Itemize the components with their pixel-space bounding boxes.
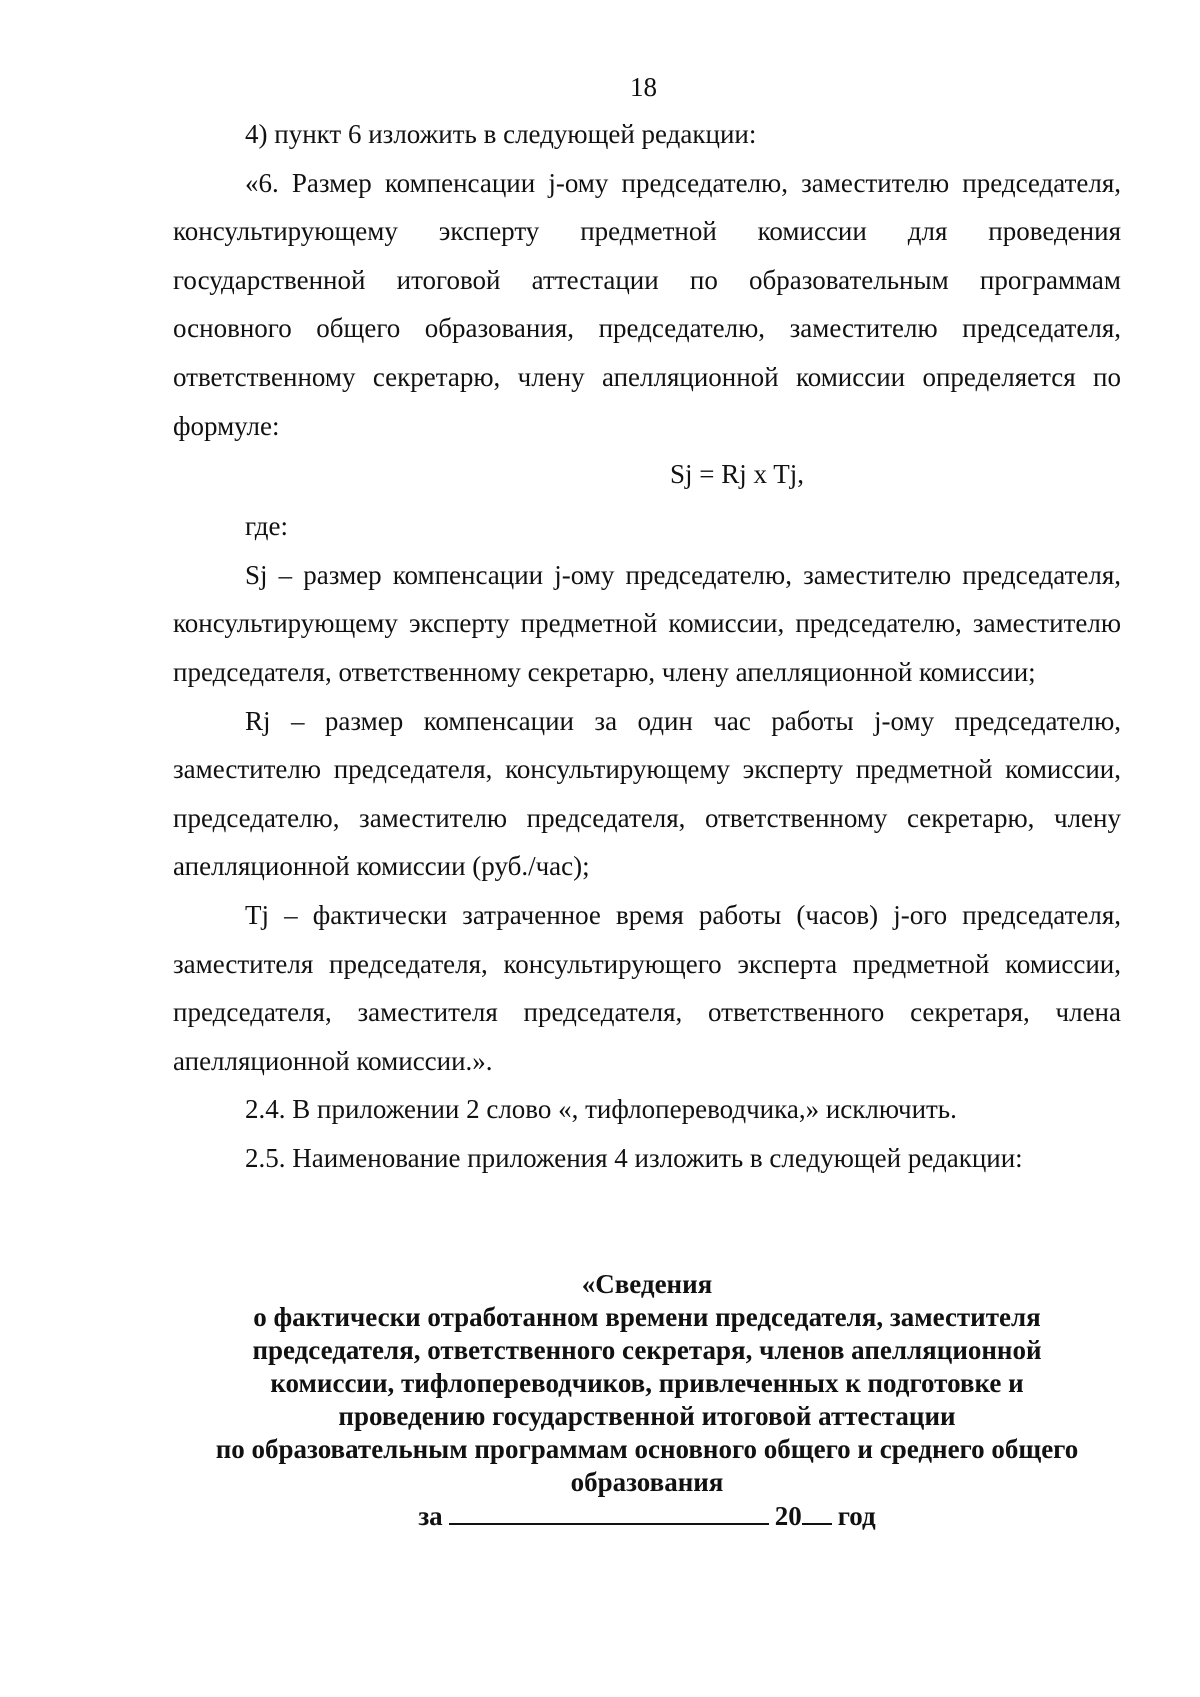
paragraph-point-6: «6. Размер компенсации j-ому председателю, заместителю председателя, консультирующему эксперту предметной комиссии для проведения государственной итоговой аттестации по образовательным программам основного общего образования, председателю, заместителю председателя, ответственному секретарю, члену апелляционной комиссии определяется по формуле: <box>173 167 1121 441</box>
heading-line-2: о фактически отработанном времени председателя, заместителя <box>253 1302 1041 1332</box>
period-year: 20 <box>774 1501 802 1531</box>
paragraph-where: где: <box>245 511 288 542</box>
paragraph-tj-definition: Tj – фактически затраченное время работы (часов) j-ого председателя, заместителя председателя, консультирующего эксперта предметной комиссии, председателя, заместителя председателя, ответственного секретаря, члена апелляционной комиссии.». <box>173 899 1121 1076</box>
appendix-heading <box>173 1268 1121 1533</box>
heading-line-4: комиссии, тифлопереводчиков, привлеченных к подготовке и <box>270 1368 1024 1398</box>
document-body <box>173 110 1121 1182</box>
period-blank <box>449 1499 769 1525</box>
heading-line-5: проведению государственной итоговой аттестации <box>338 1401 956 1431</box>
year-blank <box>802 1499 832 1525</box>
page-number: 18 <box>630 72 657 102</box>
paragraph-item-4: 4) пункт 6 изложить в следующей редакции: <box>245 119 757 149</box>
heading-line-6: по образовательным программам основного общего и среднего общего <box>215 1434 1079 1464</box>
formula: Sj = Rj x Tj, <box>669 459 804 490</box>
heading-line-3: председателя, ответственного секретаря, членов апелляционной <box>252 1335 1042 1365</box>
paragraph-rj-definition: Rj – размер компенсации за один час работы j-ому председателю, заместителю председателя, консультирующему эксперту предметной комиссии, председателю, заместителю председателя, ответственному секретарю, члену апелляционной комиссии (руб./час); <box>173 705 1121 882</box>
heading-line-7: образования <box>570 1467 724 1497</box>
paragraph-2-4: 2.4. В приложении 2 слово «, тифлопереводчика,» исключить. <box>245 1094 957 1125</box>
period-prefix: за <box>418 1501 443 1531</box>
paragraph-2-5: 2.5. Наименование приложения 4 изложить в следующей редакции: <box>245 1142 1023 1173</box>
paragraph-sj-definition: Sj – размер компенсации j-ому председателю, заместителю председателя, консультирующему эксперту предметной комиссии, председателю, заместителю председателя, ответственному секретарю, члену апелляционной комиссии; <box>173 559 1121 687</box>
heading-line-1: «Сведения <box>581 1269 713 1299</box>
heading-period-line <box>173 1499 1121 1533</box>
period-suffix: год <box>837 1501 876 1531</box>
